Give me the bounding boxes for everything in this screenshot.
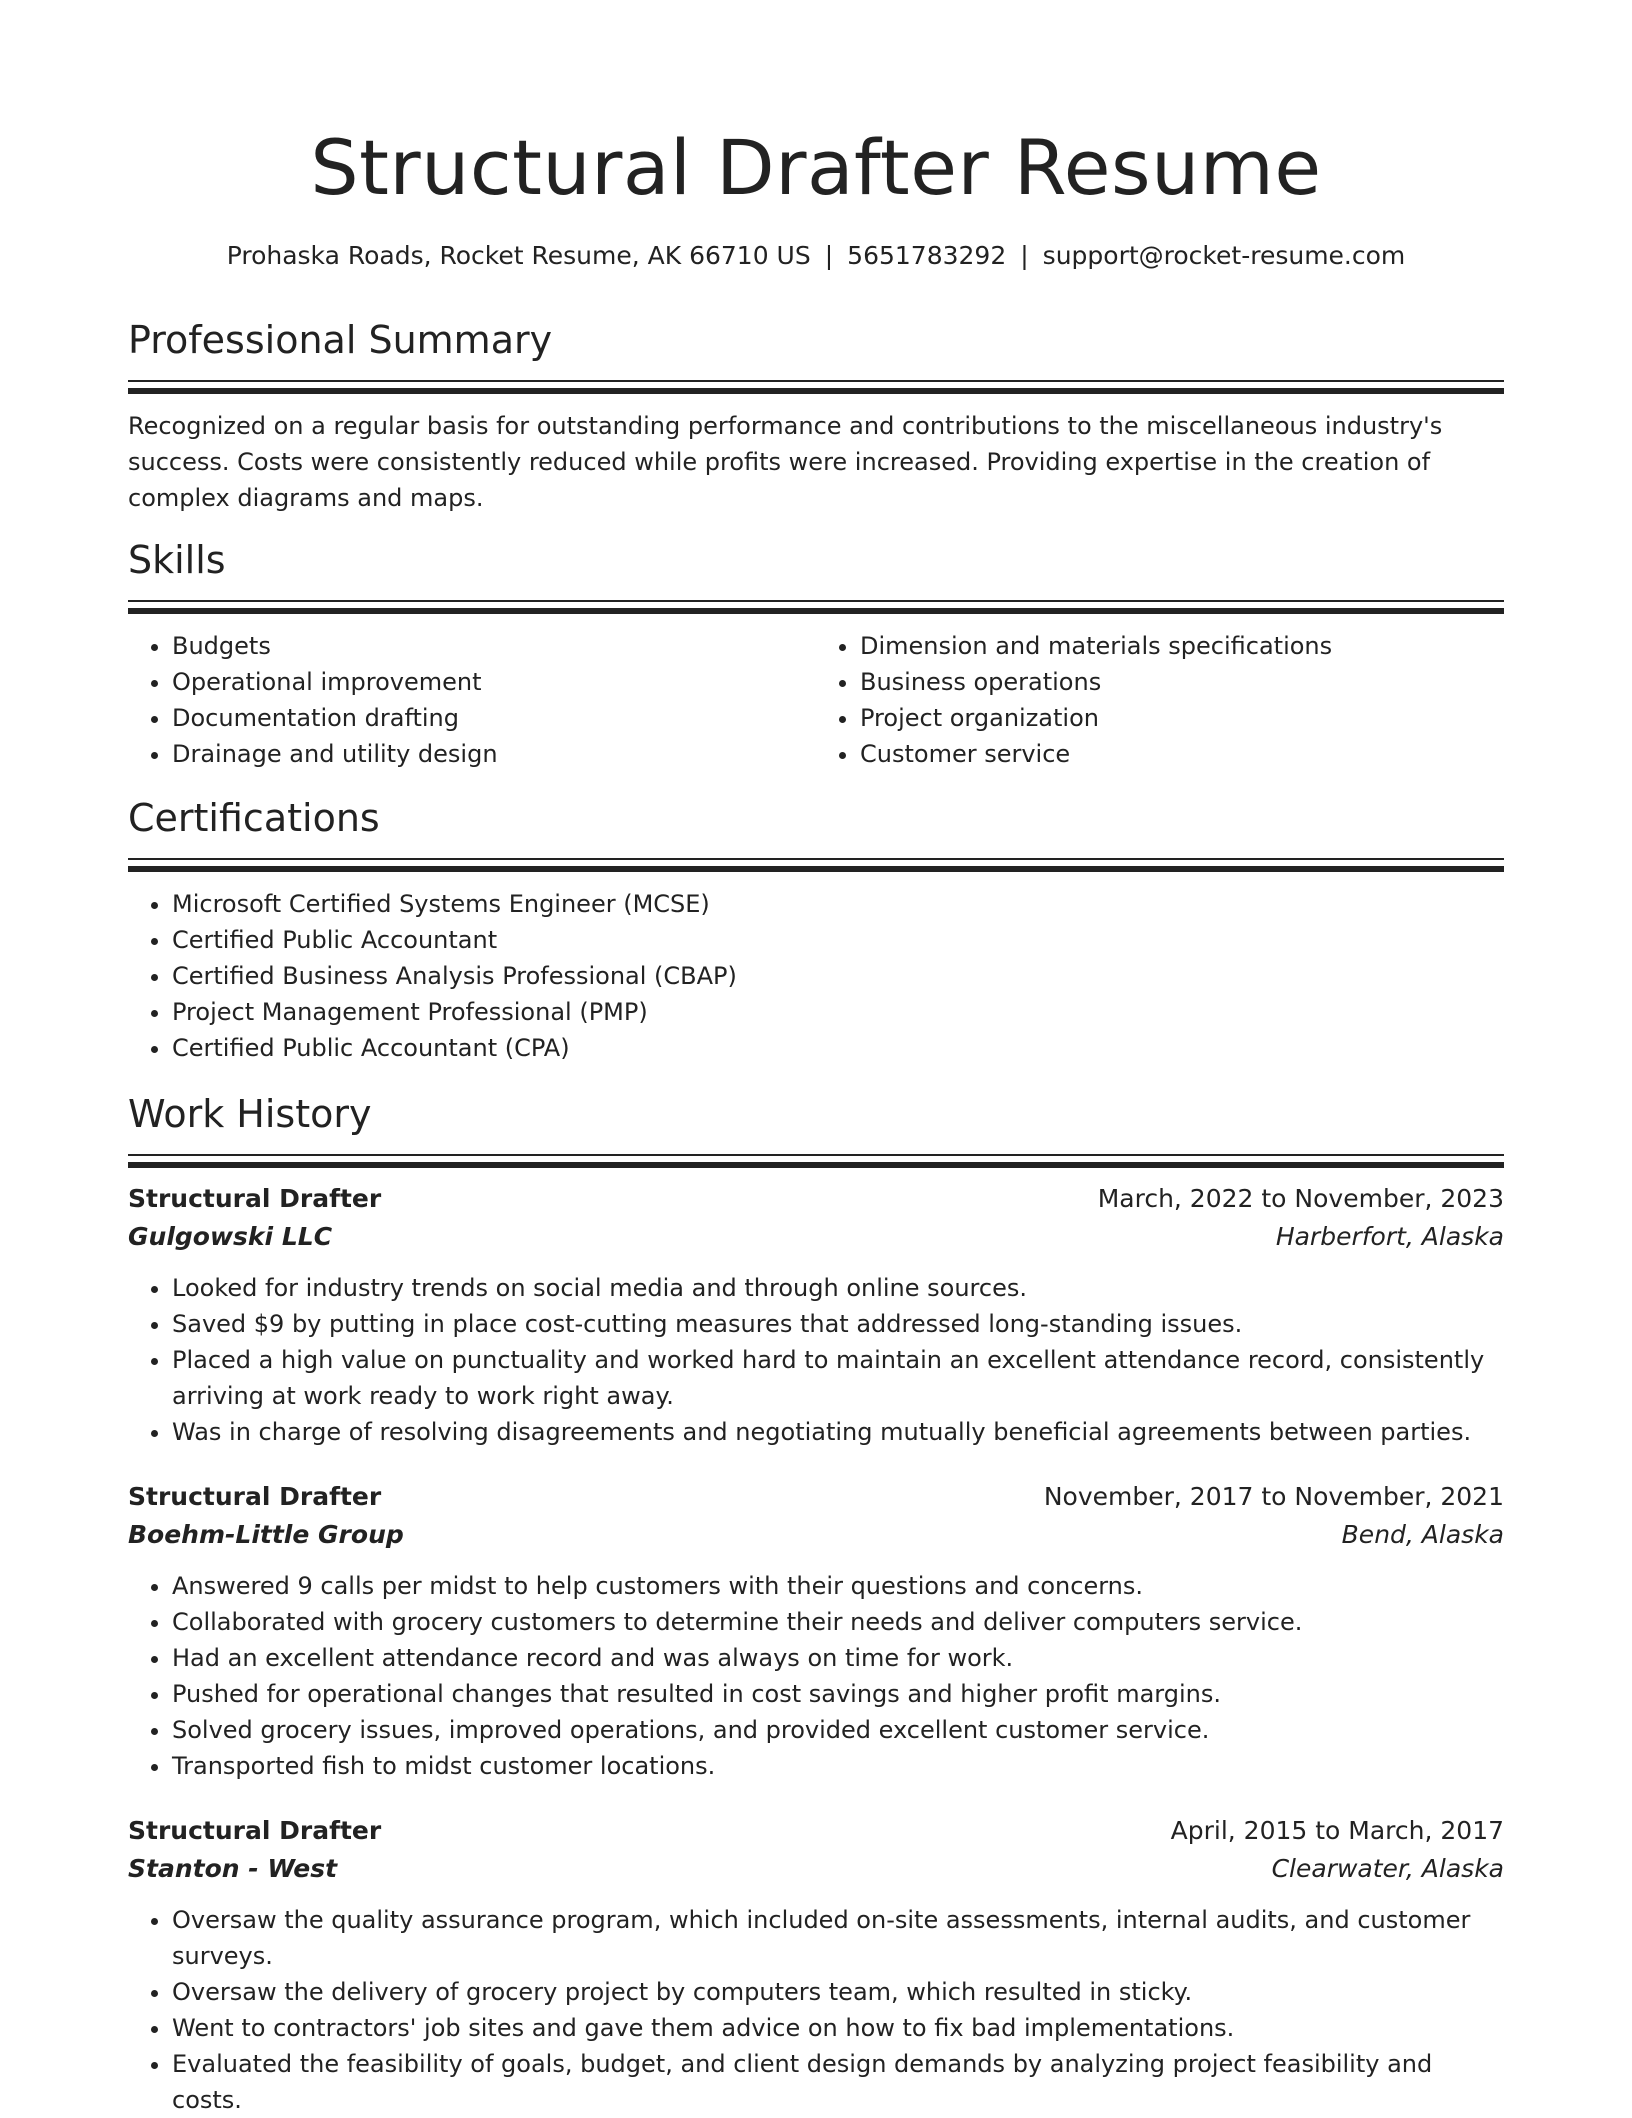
- skill-item: • Drainage and utility design: [172, 736, 816, 772]
- job-bullet: • Oversaw the delivery of grocery project by computers team, which resulted in sticky.: [172, 1974, 1504, 2010]
- job-company: Gulgowski LLC: [128, 1222, 333, 1251]
- job-header: [128, 1180, 1504, 1218]
- job-bullet: • Oversaw the quality assurance program, which included on-site assessments, internal audits, and customer surveys.: [172, 1902, 1504, 1974]
- skill-item: • Budgets: [172, 628, 816, 664]
- job-bullet: • Evaluated the feasibility of goals, budget, and client design demands by analyzing project feasibility and costs.: [172, 2046, 1504, 2118]
- job-bullet: • Transported fish to midst customer locations.: [172, 1748, 1504, 1784]
- certifications-list: [128, 886, 1504, 1066]
- job-bullet: • Saved $9 by putting in place cost-cutting measures that addressed long-standing issues.: [172, 1306, 1504, 1342]
- skill-item: • Project organization: [860, 700, 1504, 736]
- skill-item: • Business operations: [860, 664, 1504, 700]
- job-subheader: [128, 1850, 1504, 1888]
- work-history-section: [128, 1088, 1504, 2118]
- job-header: [128, 1478, 1504, 1516]
- job-bullet: • Placed a high value on punctuality and worked hard to maintain an excellent attendance record, consistently arriving at work ready to work right away.: [172, 1342, 1504, 1414]
- contact-phone: 5651783292: [847, 241, 1007, 270]
- job-entry: [128, 1180, 1504, 1450]
- job-bullet: • Solved grocery issues, improved operations, and provided excellent customer service.: [172, 1712, 1504, 1748]
- job-company: Stanton - West: [128, 1854, 338, 1883]
- work-history-heading: Work History: [128, 1092, 372, 1136]
- job-header: [128, 1812, 1504, 1850]
- certifications-heading: Certifications: [128, 796, 380, 840]
- job-subheader: [128, 1516, 1504, 1554]
- summary-text: Recognized on a regular basis for outstanding performance and contributions to the miscellaneous industry's success. Costs were consistently reduced while profits were increased. Providing expertise in the creation of complex diagrams and maps.: [128, 412, 1443, 512]
- section-divider: [128, 600, 1504, 602]
- skills-section: [128, 534, 1504, 772]
- job-bullet: • Answered 9 calls per midst to help customers with their questions and concerns.: [172, 1568, 1504, 1604]
- contact-email[interactable]: support@rocket-resume.com: [1042, 241, 1406, 270]
- skill-item: • Customer service: [860, 736, 1504, 772]
- job-bullet: • Had an excellent attendance record and was always on time for work.: [172, 1640, 1504, 1676]
- job-company: Boehm-Little Group: [128, 1520, 404, 1549]
- skill-item: • Documentation drafting: [172, 700, 816, 736]
- job-subheader: [128, 1218, 1504, 1256]
- page-title: Structural Drafter Resume: [310, 123, 1322, 212]
- skill-item: • Operational improvement: [172, 664, 816, 700]
- contact-address: Prohaska Roads, Rocket Resume, AK 66710 US: [226, 241, 811, 270]
- section-divider: [128, 866, 1504, 872]
- section-divider: [128, 380, 1504, 382]
- contact-line: [128, 238, 1504, 274]
- job-bullet: • Was in charge of resolving disagreements and negotiating mutually beneficial agreements between parties.: [172, 1414, 1504, 1450]
- job-title: Structural Drafter: [128, 1816, 382, 1845]
- job-dates: April, 2015 to March, 2017: [1170, 1816, 1504, 1845]
- job-entry: [128, 1812, 1504, 2118]
- skills-list-right: [816, 628, 1504, 772]
- job-title: Structural Drafter: [128, 1482, 382, 1511]
- certification-item: • Certified Public Accountant: [172, 922, 1504, 958]
- certification-item: • Project Management Professional (PMP): [172, 994, 1504, 1030]
- certifications-section: [128, 792, 1504, 1066]
- section-divider: [128, 388, 1504, 394]
- section-divider: [128, 858, 1504, 860]
- skills-columns: [128, 628, 1504, 772]
- skills-list-left: [128, 628, 816, 772]
- job-entry: [128, 1478, 1504, 1784]
- skill-item: • Dimension and materials specifications: [860, 628, 1504, 664]
- job-dates: November, 2017 to November, 2021: [1043, 1482, 1504, 1511]
- section-divider: [128, 1154, 1504, 1156]
- job-location: Harberfort, Alaska: [1275, 1222, 1504, 1251]
- job-bullet: • Went to contractors' job sites and gave them advice on how to fix bad implementations.: [172, 2010, 1504, 2046]
- certification-item: • Certified Business Analysis Professional (CBAP): [172, 958, 1504, 994]
- job-bullet: • Collaborated with grocery customers to determine their needs and deliver computers service.: [172, 1604, 1504, 1640]
- job-location: Clearwater, Alaska: [1271, 1854, 1504, 1883]
- summary-section: [128, 314, 1504, 516]
- job-bullets: [128, 1568, 1504, 1784]
- section-divider: [128, 608, 1504, 614]
- job-dates: March, 2022 to November, 2023: [1097, 1184, 1504, 1213]
- job-title: Structural Drafter: [128, 1184, 382, 1213]
- job-bullet: • Looked for industry trends on social media and through online sources.: [172, 1270, 1504, 1306]
- job-location: Bend, Alaska: [1341, 1520, 1504, 1549]
- certification-item: • Microsoft Certified Systems Engineer (MCSE): [172, 886, 1504, 922]
- job-bullet: • Pushed for operational changes that resulted in cost savings and higher profit margins.: [172, 1676, 1504, 1712]
- job-bullets: [128, 1270, 1504, 1450]
- contact-separator: |: [824, 241, 834, 270]
- contact-separator: |: [1020, 241, 1029, 270]
- skills-heading: Skills: [128, 538, 226, 582]
- section-divider: [128, 1162, 1504, 1168]
- summary-heading: Professional Summary: [128, 318, 553, 362]
- certification-item: • Certified Public Accountant (CPA): [172, 1030, 1504, 1066]
- job-bullets: [128, 1902, 1504, 2118]
